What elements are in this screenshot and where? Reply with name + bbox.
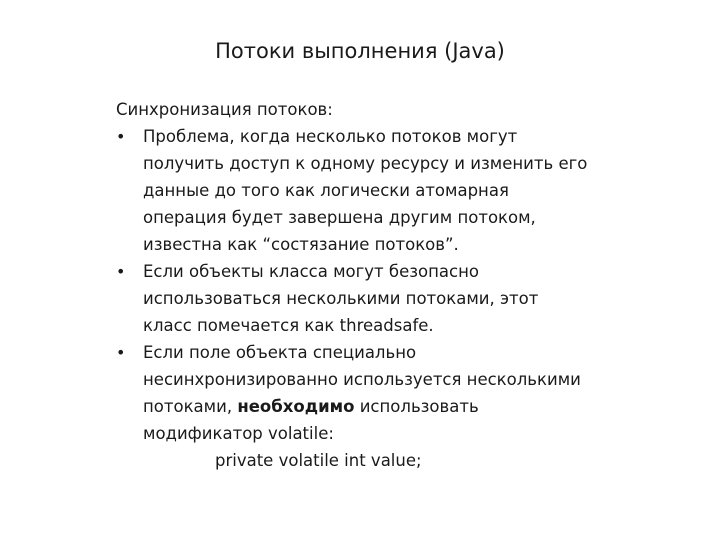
code-example: private volatile int value;: [215, 451, 422, 470]
bullet-text-line: использоваться несколькими потоками, этот: [143, 289, 539, 308]
bullet-text-segment: потоками,: [143, 397, 238, 416]
bullet-icon: •: [116, 343, 126, 362]
bullet-text-line: несинхронизированно используется несколькими: [143, 370, 581, 389]
bullet-item-threadsafe: [116, 258, 716, 339]
bullet-text-line: модификатор volatile:: [143, 424, 334, 443]
bullet-text-line: получить доступ к одному ресурсу и изменить его: [143, 154, 588, 173]
bullet-text-line: данные до того как логически атомарная: [143, 181, 509, 200]
bullet-text-line: класс помечается как threadsafe.: [143, 316, 434, 335]
bullet-icon: •: [116, 127, 126, 146]
bullet-list: [116, 123, 716, 474]
bullet-text-line: Если объекты класса могут безопасно: [143, 262, 479, 281]
bullet-text-line: операция будет завершена другим потоком,: [143, 208, 536, 227]
bullet-text-segment: использовать: [354, 397, 479, 416]
slide-content: [116, 96, 716, 474]
bullet-item-volatile: [116, 339, 716, 474]
bullet-item-race-condition: [116, 123, 716, 258]
emphasized-word: необходимо: [237, 397, 355, 416]
bullet-icon: •: [116, 262, 126, 281]
slide-title: Потоки выполнения (Java): [215, 39, 505, 63]
bullet-text-line: Проблема, когда несколько потоков могут: [143, 127, 518, 146]
bullet-text-line: Если поле объекта специально: [143, 343, 417, 362]
intro-text: Синхронизация потоков:: [116, 100, 333, 119]
bullet-text-line: [143, 393, 716, 420]
bullet-text-line: известна как “состязание потоков”.: [143, 235, 459, 254]
